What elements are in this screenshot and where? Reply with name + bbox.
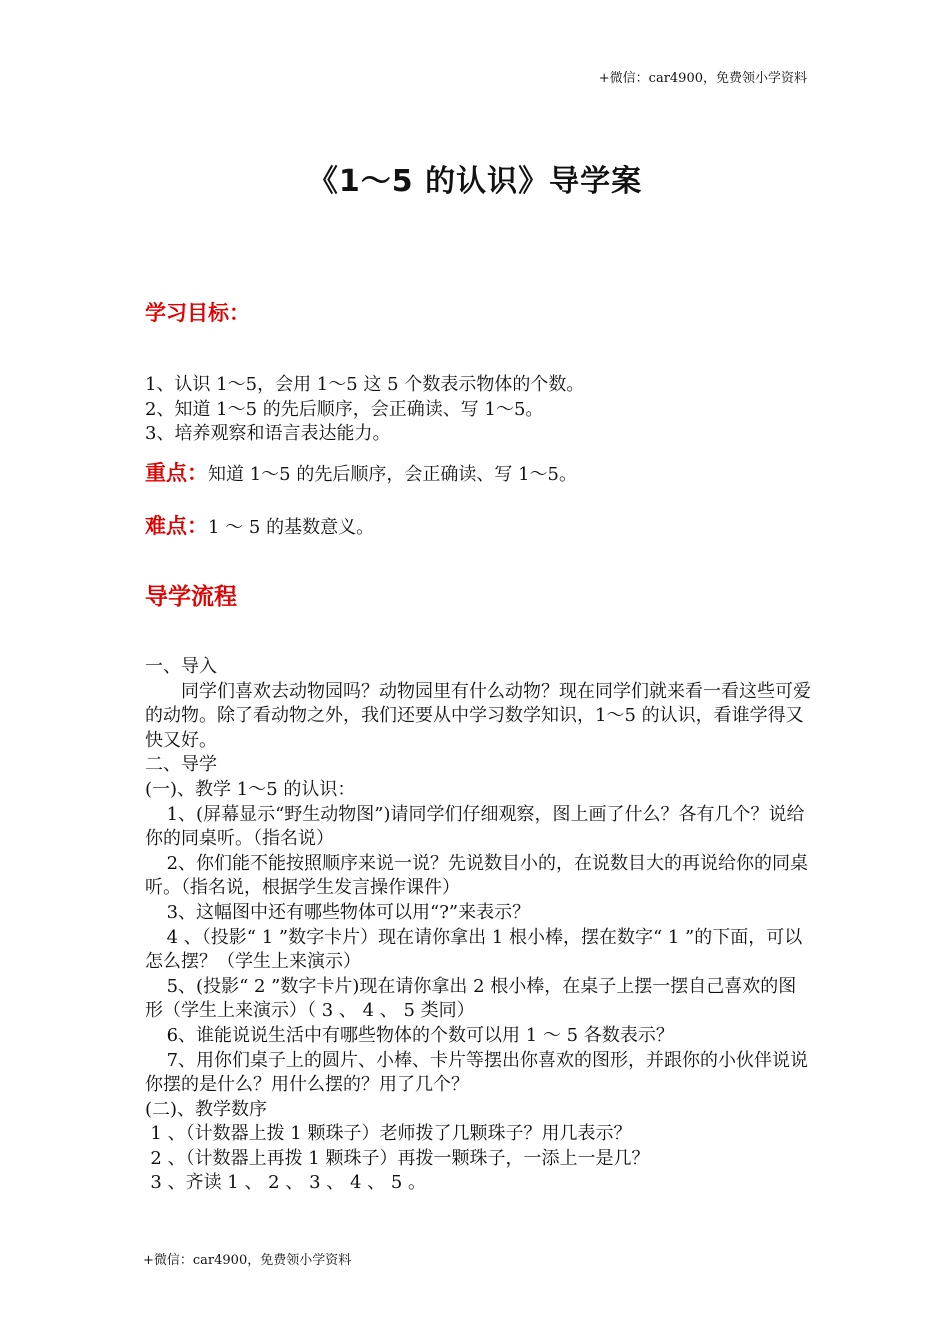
key-point bbox=[145, 457, 577, 487]
document-title: 《1～5 的认识》导学案 bbox=[307, 164, 643, 199]
step-item: 2、你们能不能按照顺序来说一说？先说数目小的，在说数目大的再说给你的同桌听。（指名说，根据学生发言操作课件） bbox=[145, 852, 809, 899]
step-item: 5、(投影“ 2 ”数字卡片)现在请你拿出 2 根小棒，在桌子上摆一摆自己喜欢的图形（学生上来演示）（ 3 、 4 、 5 类同） bbox=[145, 975, 797, 1022]
difficulty bbox=[145, 510, 374, 540]
goals-list bbox=[145, 373, 813, 447]
key-point-text: 知道 1～5 的先后顺序，会正确读、写 1～5。 bbox=[208, 464, 577, 485]
header-note: +微信：car4900，免费领小学资料 bbox=[598, 71, 807, 86]
section-title: 一、导入 bbox=[145, 656, 217, 677]
flow-heading: 导学流程 bbox=[145, 584, 237, 610]
step-item: 3、这幅图中还有哪些物体可以用“?”来表示？ bbox=[166, 901, 531, 923]
goal-item: 2、知道 1～5 的先后顺序，会正确读、写 1～5。 bbox=[145, 398, 544, 420]
key-point-label: 重点： bbox=[145, 461, 208, 485]
step-item: 1、(屏幕显示“野生动物图”)请同学们仔细观察，图上画了什么？各有几个？说给你的同桌听。（指名说） bbox=[145, 803, 805, 850]
footer-note: +微信：car4900，免费领小学资料 bbox=[143, 1253, 352, 1268]
difficulty-label: 难点： bbox=[145, 514, 208, 538]
intro-paragraph: 同学们喜欢去动物园吗？动物园里有什么动物？现在同学们就来看一看这些可爱的动物。除了看动物之外，我们还要从中学习数学知识，1～5 的认识，看谁学得又快又好。 bbox=[145, 680, 811, 751]
subsection-title: (二)、教学数序 bbox=[145, 1098, 268, 1120]
goal-item: 1、认识 1～5，会用 1～5 这 5 个数表示物体的个数。 bbox=[145, 374, 585, 395]
step-item: 4 、（投影“ 1 ”数字卡片）现在请你拿出 1 根小棒，摆在数字“ 1 ”的下面，可以怎么摆？（学生上来演示） bbox=[145, 926, 803, 973]
step-item: 1 、（计数器上拨 1 颗珠子）老师拨了几颗珠子？用几表示？ bbox=[150, 1123, 632, 1145]
goals-heading: 学习目标： bbox=[145, 301, 250, 325]
step-item: 6、谁能说说生活中有哪些物体的个数可以用 1 ～ 5 各数表示？ bbox=[166, 1024, 674, 1046]
flow-body bbox=[145, 655, 813, 1196]
goal-item: 3、培养观察和语言表达能力。 bbox=[145, 423, 391, 445]
step-item: 3 、齐读 1 、 2 、 3 、 4 、 5 。 bbox=[150, 1172, 427, 1194]
step-item: 7、用你们桌子上的圆片、小棒、卡片等摆出你喜欢的图形，并跟你的小伙伴说说你摆的是什么？用什么摆的？用了几个？ bbox=[145, 1049, 809, 1096]
subsection-title: (一)、教学 1～5 的认识： bbox=[145, 778, 356, 800]
step-item: 2 、（计数器上再拨 1 颗珠子）再拨一颗珠子，一添上一是几？ bbox=[150, 1147, 650, 1169]
difficulty-text: 1 ～ 5 的基数意义。 bbox=[208, 517, 375, 538]
section-title: 二、导学 bbox=[145, 754, 217, 776]
